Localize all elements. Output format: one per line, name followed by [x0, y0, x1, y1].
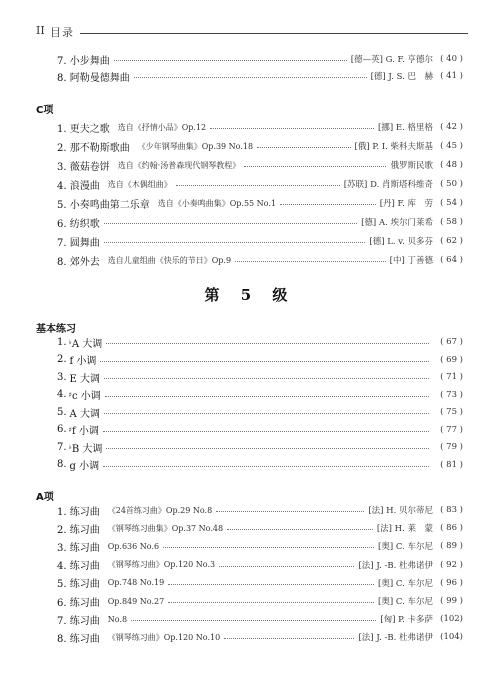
entry-number: 1.	[57, 336, 67, 348]
accidental-sign: ♭	[68, 443, 72, 451]
entry-source: 选自《约翰·汤普森现代钢琴教程》	[117, 160, 241, 170]
header-title: 目录	[50, 26, 74, 39]
toc-entry	[57, 352, 463, 368]
entry-source: 《钢琴练习曲》Op.120 No.3	[107, 560, 216, 570]
entry-composer: [德] L. v. 贝多芬	[369, 237, 433, 247]
toc-entry	[57, 404, 463, 420]
dot-leader	[280, 203, 376, 205]
dot-leader	[104, 241, 366, 243]
entry-source: 选自《木偶组曲》	[107, 179, 172, 189]
entry-page-number: ( 42 )	[440, 122, 463, 132]
entry-page-number: ( 64 )	[440, 255, 463, 265]
entry-source: No.8	[107, 614, 128, 624]
page-header	[36, 24, 468, 42]
entry-composer: [俄] P. I. 柴科夫斯基	[354, 142, 433, 152]
dot-leader	[114, 59, 347, 61]
entry-page-number: ( 71 )	[440, 372, 463, 382]
dot-leader	[105, 395, 429, 397]
entry-page-number: ( 99 )	[440, 596, 463, 606]
entry-title: 3. 薇菇卷饼	[57, 161, 110, 173]
dot-leader	[244, 165, 386, 167]
entry-number: 4.	[57, 389, 67, 400]
entry-page-number: ( 73 )	[440, 389, 463, 400]
entry-page-number: ( 58 )	[440, 217, 463, 227]
entry-composer: [法] H. 贝尔蒂尼	[368, 506, 433, 516]
toc-entry	[57, 629, 463, 645]
entry-number: 7.	[57, 441, 67, 453]
entry-source: 选自儿童组曲《快乐的节日》Op.9	[107, 255, 232, 265]
dot-leader	[235, 260, 386, 262]
entry-number: 3.	[57, 371, 67, 383]
entry-page-number: ( 83 )	[440, 505, 463, 515]
toc-entry	[57, 233, 463, 249]
toc-entry	[57, 51, 463, 67]
entry-title: 4. 浪漫曲	[57, 180, 100, 192]
header-rule	[80, 33, 468, 34]
entry-page-number: ( 54 )	[440, 198, 463, 208]
toc-entry	[57, 252, 463, 268]
entry-page-number: ( 79 )	[440, 442, 463, 452]
entry-page-number: ( 81 )	[440, 459, 463, 470]
entry-page-number: ( 89 )	[440, 541, 463, 552]
entry-page-number: (104)	[440, 632, 463, 643]
dot-leader	[219, 565, 354, 567]
toc-entry	[57, 439, 463, 455]
toc-entry	[57, 387, 463, 403]
toc-entry	[57, 369, 463, 385]
dot-leader	[224, 637, 354, 639]
dot-leader	[257, 146, 350, 148]
entry-composer: [法] H. 莱 蒙	[376, 524, 433, 535]
entry-composer: [奥] C. 车尔尼	[378, 578, 433, 589]
toc-entry	[57, 119, 463, 135]
entry-title: E 大调	[69, 373, 101, 385]
toc-entry	[57, 138, 463, 154]
toc-entry	[57, 593, 463, 609]
toc-entry	[57, 557, 463, 573]
entry-number: 6.	[57, 424, 67, 435]
entry-title: A 大调	[71, 338, 103, 350]
entry-title: 3. 练习曲	[57, 542, 100, 554]
toc-entry	[57, 422, 463, 438]
dot-leader	[104, 222, 357, 224]
entry-page-number: ( 62 )	[440, 236, 463, 246]
entry-composer: 俄罗斯民歌	[390, 161, 433, 171]
entry-composer: [中] 丁善德	[389, 256, 433, 266]
entry-composer: [德—英] G. F. 亨德尔	[350, 55, 433, 65]
entry-title: 5. 练习曲	[57, 579, 100, 591]
entry-page-number: ( 86 )	[440, 523, 463, 534]
entry-page-number: ( 41 )	[440, 71, 463, 81]
entry-page-number: ( 45 )	[440, 141, 463, 151]
dot-leader	[168, 583, 374, 585]
entry-title: 7. 练习曲	[57, 615, 100, 627]
toc-entry	[57, 538, 463, 554]
entry-composer: [奥] C. 车尔尼	[378, 597, 433, 607]
dot-leader	[227, 528, 373, 530]
grade-heading: 第 5 级	[204, 286, 296, 304]
entry-number: 8.	[57, 459, 67, 470]
entry-page-number: (102)	[440, 614, 463, 625]
entry-title: c 小调	[71, 391, 101, 402]
entry-title: 5. 小奏鸣曲第二乐章	[57, 199, 150, 211]
toc-entry	[57, 157, 463, 173]
dot-leader	[103, 430, 429, 432]
entry-source: 选自《小奏鸣曲集》Op.55 No.1	[157, 198, 276, 208]
accidental-sign: ♭	[68, 338, 72, 346]
entry-source: 选自《抒情小品》Op.12	[117, 122, 207, 132]
entry-composer: [丹] F. 库 劳	[379, 199, 433, 209]
accidental-sign: ♯	[68, 390, 72, 399]
entry-title: g 小调	[69, 461, 100, 472]
entry-title: 1. 更夫之歌	[57, 123, 110, 135]
entry-title: 6. 练习曲	[57, 597, 100, 609]
entry-title: 8. 阿勒曼德舞曲	[57, 72, 130, 84]
toc-entry	[57, 502, 463, 518]
entry-source: 《少年钢琴曲集》Op.39 No.18	[137, 141, 254, 151]
entry-title: 7. 圆舞曲	[57, 237, 100, 249]
dot-leader	[176, 184, 340, 186]
entry-title: f 小调	[71, 426, 99, 437]
entry-source: Op.748 No.19	[107, 578, 165, 588]
entry-source: Op.849 No.27	[107, 596, 165, 606]
dot-leader	[104, 412, 429, 414]
dot-leader	[100, 360, 429, 362]
entry-source: 《24首练习曲》Op.29 No.8	[107, 505, 213, 515]
entry-composer: [苏联] D. 肖斯塔科维奇	[343, 180, 433, 190]
entry-page-number: ( 67 )	[440, 337, 463, 347]
toc-entry	[57, 520, 463, 536]
entry-title: 8. 郊外去	[57, 256, 100, 268]
entry-composer: [法] J. -B. 杜弗诺伊	[358, 560, 433, 571]
section-a-heading: A项	[36, 492, 54, 503]
entry-page-number: ( 92 )	[440, 559, 463, 570]
dot-leader	[216, 510, 364, 512]
entry-title: 8. 练习曲	[57, 633, 100, 645]
toc-entry	[57, 611, 463, 627]
entry-source: Op.636 No.6	[107, 541, 160, 551]
toc-entry	[57, 457, 463, 473]
entry-title: A 大调	[69, 408, 100, 420]
accidental-sign: ♯	[68, 425, 72, 434]
entry-title: B 大调	[71, 443, 103, 455]
entry-source: 《钢琴练习曲集》Op.37 No.48	[107, 523, 224, 533]
dot-leader	[163, 546, 374, 548]
section-c-heading: C项	[36, 105, 54, 116]
entry-composer: [法] J. -B. 杜弗诺伊	[358, 633, 433, 644]
entry-page-number: ( 50 )	[440, 179, 463, 189]
entry-page-number: ( 48 )	[440, 160, 463, 170]
entry-page-number: ( 96 )	[440, 577, 463, 588]
dot-leader	[210, 127, 374, 129]
section-basic-heading: 基本练习	[36, 324, 76, 335]
entry-composer: [挪] E. 格里格	[378, 123, 433, 133]
entry-number: 2.	[57, 354, 67, 365]
dot-leader	[131, 619, 376, 621]
entry-title: 6. 纺织歌	[57, 218, 100, 230]
toc-entry	[57, 68, 463, 84]
entry-title: 1. 练习曲	[57, 506, 100, 518]
entry-composer: [匈] P. 卡多萨	[380, 615, 433, 626]
entry-page-number: ( 77 )	[440, 424, 463, 435]
dot-leader	[104, 377, 429, 379]
dot-leader	[106, 447, 429, 449]
entry-title: 2. 那不勒斯歌曲	[57, 142, 130, 154]
entry-title: 7. 小步舞曲	[57, 55, 110, 67]
entry-title: 2. 练习曲	[57, 524, 100, 536]
toc-entry	[57, 334, 463, 350]
page-number: II	[36, 24, 45, 37]
entry-composer: [德] A. 埃尔门莱希	[361, 218, 433, 228]
toc-entry	[57, 195, 463, 211]
entry-number: 5.	[57, 406, 67, 418]
entry-page-number: ( 75 )	[440, 407, 463, 417]
dot-leader	[103, 465, 429, 467]
toc-entry	[57, 575, 463, 591]
dot-leader	[106, 342, 429, 344]
dot-leader	[168, 601, 374, 603]
entry-composer: [德] J. S. 巴 赫	[370, 72, 433, 82]
toc-entry	[57, 214, 463, 230]
entry-title: 4. 练习曲	[57, 561, 100, 573]
entry-source: 《钢琴练习曲》Op.120 No.10	[107, 632, 221, 642]
entry-page-number: ( 69 )	[440, 354, 463, 365]
entry-title: f 小调	[69, 356, 97, 367]
entry-page-number: ( 40 )	[440, 54, 463, 64]
dot-leader	[134, 76, 367, 78]
toc-entry	[57, 176, 463, 192]
entry-composer: [奥] C. 车尔尼	[378, 542, 433, 553]
